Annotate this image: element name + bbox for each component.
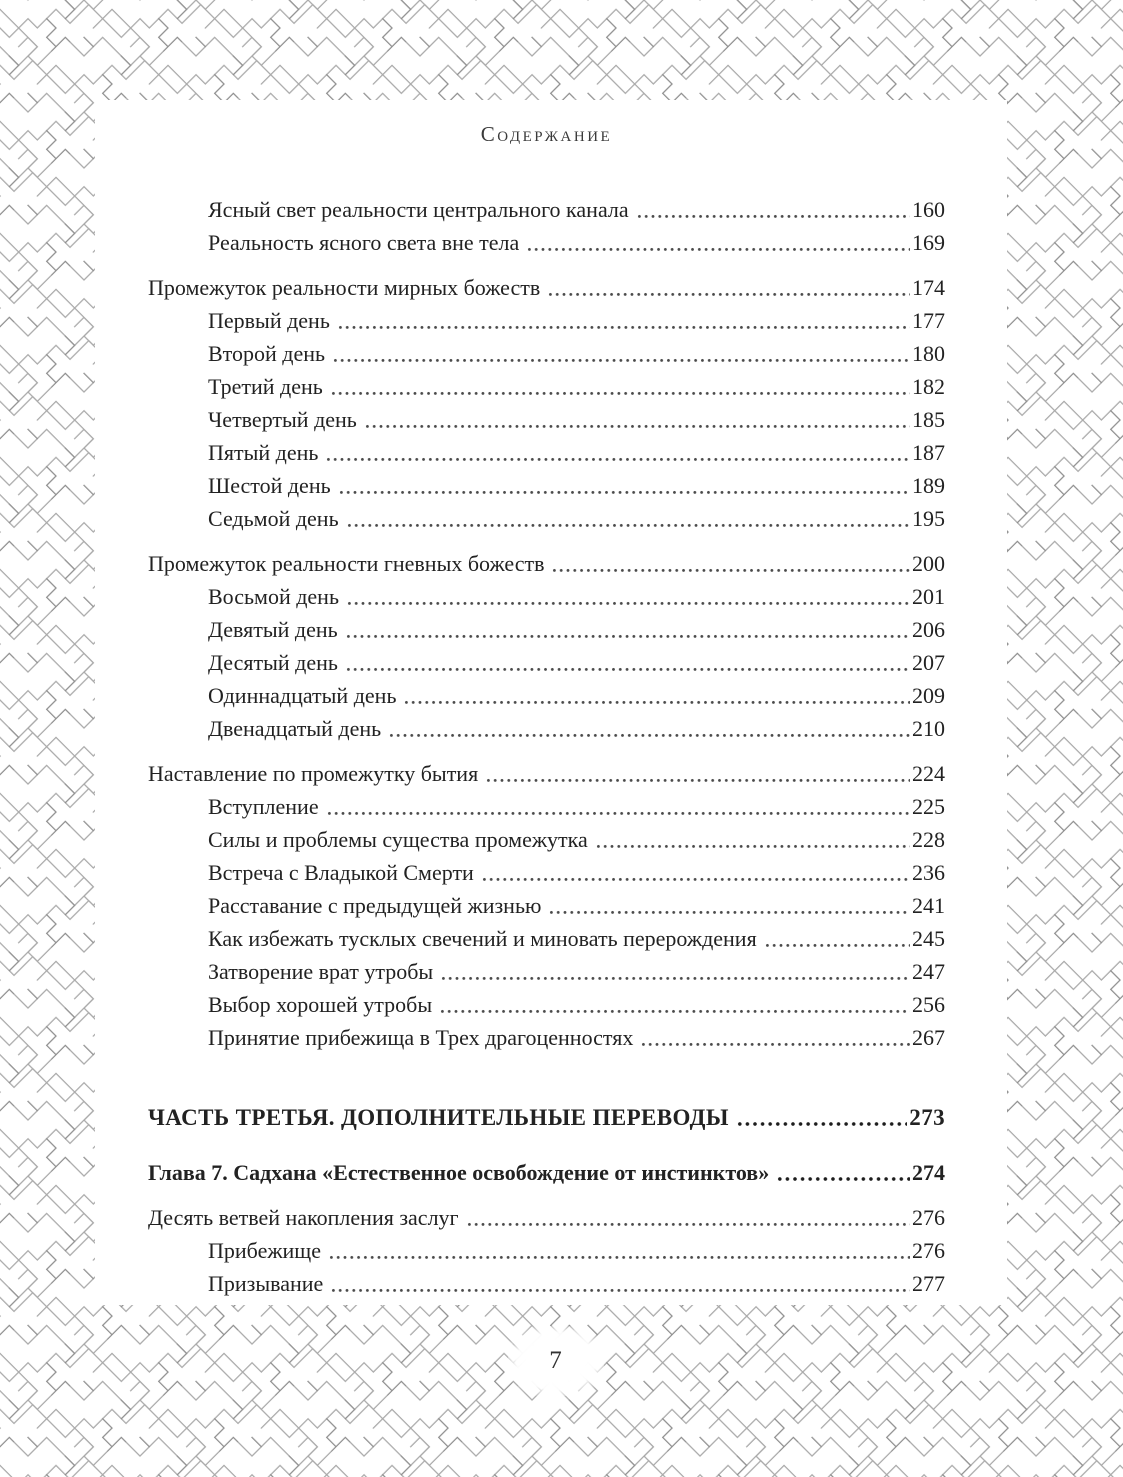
toc-entry-title: Первый день xyxy=(208,308,330,333)
toc-entry-page: 177 xyxy=(912,308,945,333)
toc-entry xyxy=(148,1234,945,1267)
toc-entry-title: Принятие прибежища в Трех драгоценностях xyxy=(208,1025,634,1050)
toc-entry xyxy=(148,502,945,535)
toc-entry-page: 276 xyxy=(912,1205,945,1230)
toc-entry-page: 200 xyxy=(912,551,945,576)
toc-entry-page: 180 xyxy=(912,341,945,366)
dot-leader xyxy=(641,1042,910,1047)
toc-entry-page: 169 xyxy=(912,230,945,255)
toc-entry-title: Реальность ясного света вне тела xyxy=(208,230,520,255)
toc-entry xyxy=(148,337,945,370)
dot-leader xyxy=(482,877,910,882)
toc-entry xyxy=(148,679,945,712)
toc-entry-title: Второй день xyxy=(208,341,326,366)
toc-entry xyxy=(148,547,945,580)
toc-entry-title: Вступление xyxy=(208,794,319,819)
toc-entry-title: Наставление по промежутку бытия xyxy=(148,761,479,786)
toc-entry xyxy=(148,712,945,745)
content-sheet xyxy=(95,100,1007,1305)
toc-entry xyxy=(148,436,945,469)
toc-entry-title: Призывание xyxy=(208,1271,324,1296)
toc-entry-title: Третий день xyxy=(208,374,323,399)
toc-entry xyxy=(148,370,945,403)
dot-leader xyxy=(329,1255,910,1260)
dot-leader xyxy=(347,601,910,606)
dot-leader xyxy=(404,700,910,705)
toc-entry-title: Десятый день xyxy=(208,650,338,675)
toc-entry-page: 236 xyxy=(912,860,945,885)
toc-entry xyxy=(148,889,945,922)
toc-entry xyxy=(148,613,945,646)
folio-area xyxy=(0,1326,1123,1396)
dot-leader xyxy=(737,1121,907,1127)
toc-entry xyxy=(148,1201,945,1234)
toc-entry-title: Глава 7. Садхана «Естественное освобождение от инстинктов» xyxy=(148,1160,770,1185)
toc-list xyxy=(148,193,945,1300)
dot-leader xyxy=(441,976,910,981)
toc-entry-page: 247 xyxy=(912,959,945,984)
dot-leader xyxy=(389,733,910,738)
toc-entry-page: 207 xyxy=(912,650,945,675)
dot-leader xyxy=(777,1176,910,1182)
page-title: Содержание xyxy=(480,122,613,146)
toc-entry-page: 273 xyxy=(909,1105,945,1130)
dot-leader xyxy=(338,325,910,330)
toc-entry-title: Силы и проблемы существа промежутка xyxy=(208,827,588,852)
toc-entry xyxy=(148,1267,945,1300)
toc-entry-title: Пятый день xyxy=(208,440,319,465)
toc-entry-title: Шестой день xyxy=(208,473,331,498)
toc-entry-title: Промежуток реальности гневных божеств xyxy=(148,551,545,576)
dot-leader xyxy=(637,214,910,219)
toc-entry-page: 225 xyxy=(912,794,945,819)
toc-entry-title: Седьмой день xyxy=(208,506,339,531)
toc-entry-page: 277 xyxy=(912,1271,945,1296)
page-number-cutout xyxy=(508,1326,604,1396)
toc-entry-title: ЧАСТЬ ТРЕТЬЯ. ДОПОЛНИТЕЛЬНЫЕ ПЕРЕВОДЫ xyxy=(148,1105,729,1130)
toc-entry-title: Ясный свет реальности центрального канала xyxy=(208,197,629,222)
toc-entry-page: 276 xyxy=(912,1238,945,1263)
toc-entry-title: Расставание с предыдущей жизнью xyxy=(208,893,542,918)
toc-entry-title: Четвертый день xyxy=(208,407,357,432)
toc-entry-page: 206 xyxy=(912,617,945,642)
toc-entry xyxy=(148,226,945,259)
toc-entry xyxy=(148,922,945,955)
toc-entry-page: 187 xyxy=(912,440,945,465)
toc-entry-page: 228 xyxy=(912,827,945,852)
toc-entry-page: 256 xyxy=(912,992,945,1017)
dot-leader xyxy=(331,391,910,396)
page-number: 7 xyxy=(549,1347,562,1374)
dot-leader xyxy=(527,247,910,252)
toc-entry-title: Как избежать тусклых свечений и миновать перерождения xyxy=(208,926,757,951)
dot-leader xyxy=(331,1288,910,1293)
toc-entry xyxy=(148,580,945,613)
toc-entry-title: Затворение врат утробы xyxy=(208,959,434,984)
toc-entry xyxy=(148,403,945,436)
toc-entry-title: Восьмой день xyxy=(208,584,339,609)
toc-entry-page: 189 xyxy=(912,473,945,498)
toc-entry-title: Прибежище xyxy=(208,1238,322,1263)
toc-entry xyxy=(148,193,945,226)
dot-leader xyxy=(365,424,910,429)
dot-leader xyxy=(486,778,910,783)
dot-leader xyxy=(326,457,910,462)
toc-entry xyxy=(148,1021,945,1054)
dot-leader xyxy=(333,358,910,363)
toc-entry-title: Встреча с Владыкой Смерти xyxy=(208,860,474,885)
toc-entry-page: 185 xyxy=(912,407,945,432)
toc-entry-title: Десять ветвей накопления заслуг xyxy=(148,1205,459,1230)
dot-leader xyxy=(552,568,910,573)
toc-entry xyxy=(148,469,945,502)
dot-leader xyxy=(440,1009,910,1014)
toc-entry-page: 201 xyxy=(912,584,945,609)
toc-entry-title: Выбор хорошей утробы xyxy=(208,992,433,1017)
dot-leader xyxy=(467,1222,910,1227)
dot-leader xyxy=(339,490,910,495)
toc-entry-page: 274 xyxy=(912,1160,945,1185)
dot-leader xyxy=(346,667,910,672)
toc-entry-title: Одиннадцатый день xyxy=(208,683,397,708)
dot-leader xyxy=(596,844,910,849)
toc-entry-page: 224 xyxy=(912,761,945,786)
dot-leader xyxy=(346,634,910,639)
toc-entry-page: 209 xyxy=(912,683,945,708)
toc-entry xyxy=(148,856,945,889)
toc-entry-title: Девятый день xyxy=(208,617,338,642)
toc-entry-page: 195 xyxy=(912,506,945,531)
toc-entry xyxy=(148,271,945,304)
toc-entry-page: 210 xyxy=(912,716,945,741)
toc-entry-page: 174 xyxy=(912,275,945,300)
dot-leader xyxy=(549,910,910,915)
dot-leader xyxy=(548,292,910,297)
toc-entry xyxy=(148,1101,945,1134)
toc-entry xyxy=(148,1156,945,1189)
dot-leader xyxy=(765,943,910,948)
toc-entry xyxy=(148,823,945,856)
toc-entry-page: 267 xyxy=(912,1025,945,1050)
toc-entry-title: Промежуток реальности мирных божеств xyxy=(148,275,541,300)
toc-entry xyxy=(148,790,945,823)
toc-entry-page: 241 xyxy=(912,893,945,918)
dot-leader xyxy=(347,523,910,528)
toc-entry-page: 160 xyxy=(912,197,945,222)
toc-entry-page: 182 xyxy=(912,374,945,399)
toc-entry-page: 245 xyxy=(912,926,945,951)
toc-entry xyxy=(148,955,945,988)
toc-entry xyxy=(148,304,945,337)
toc-entry xyxy=(148,646,945,679)
dot-leader xyxy=(327,811,910,816)
toc-entry-title: Двенадцатый день xyxy=(208,716,382,741)
toc-entry xyxy=(148,757,945,790)
toc-entry xyxy=(148,988,945,1021)
